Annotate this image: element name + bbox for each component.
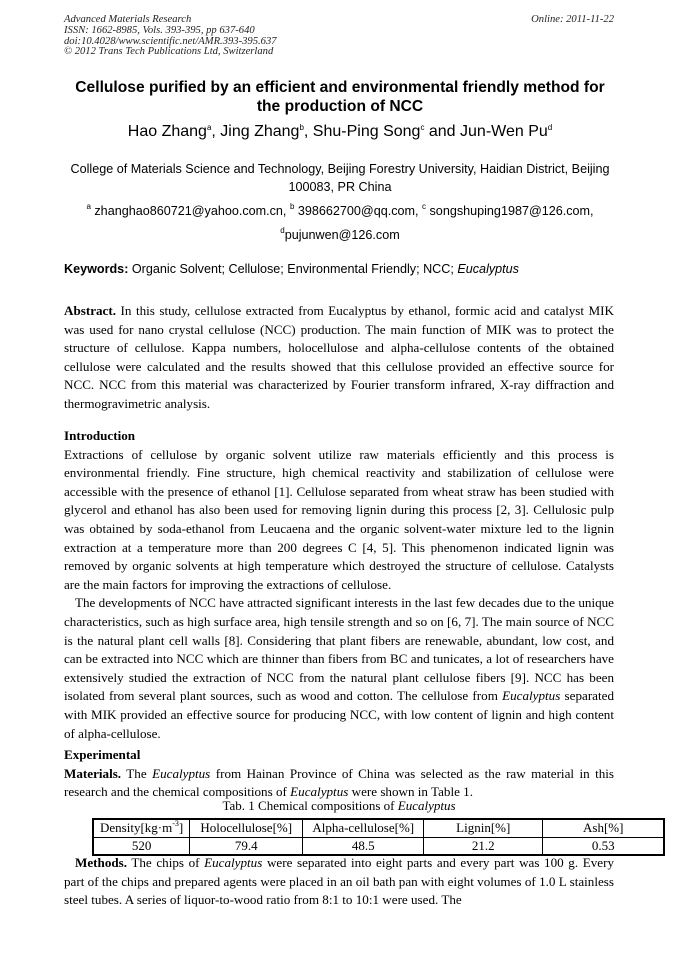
author: Hao Zhang [127,123,207,140]
affil-mark: c [422,202,427,211]
keywords-text: Organic Solvent; Cellulose; Environmental Friendly; NCC; [128,262,458,276]
introduction-section [64,427,614,743]
online-date: Online: 2011-11-22 [531,14,614,25]
paper-title [50,79,630,116]
author: Jing Zhang [220,123,300,140]
text: separated with MIK provided an effective source for producing NCC, with low content of lignin and high content of alpha-cellulose. [64,688,614,741]
affil-mark: a [86,202,91,211]
email-link[interactable]: 398662700@qq.com, [294,204,423,218]
affil-mark: c [420,123,425,132]
title-line: Cellulose purified by an efficient and environmental friendly method for [75,79,605,96]
sep: , [211,123,221,140]
doi: doi:10.4028/www.scientific.net/AMR.393-395.637 [64,35,277,47]
paragraph: Extractions of cellulose by organic solvent utilize raw materials efficiently and this process is environmental friendly. Fine structure, high chemical reactivity and stabilization of cellulose were accessible with the presence of ethanol [1]. Cellulose separated from wheat straw has been studied with glycerol and ethanol has also been used for removing lignin during this process [2, 3]. Cellulosic pulp was obtained by soda-ethanol from Leucaena and the organic solvent-water mixture led to the lignin extraction at a temperature more than 200 degrees C [4, 5]. This phenomenon indicated lignin was removed by organic solvents at high temperature which destroyed the structure of cellulose. Catalysts are the main factors for improving the extractions of cellulose. [64,446,614,592]
section-heading: Experimental [64,747,141,762]
emails-line2 [50,226,630,244]
table-header-row [93,819,664,837]
text-italic: Eucalyptus [290,784,349,800]
text: were shown in Table 1. [348,784,474,800]
keywords [64,262,519,276]
paragraph [64,765,614,802]
text: from Hainan Province of China was selected as the raw material in this research and the chemical compositions of [64,765,614,800]
abstract-text: In this study, cellulose extracted from Eucalyptus by ethanol, formic acid and catalyst MIK was used for nano crystal cellulose (NCC) production. The main function of MIK was to protect the structure of cellulose. Kappa numbers, holocellulose and alpha-cellulose contents of the obtained cellulose were calculated and the results showed that this cellulose provided an effective source for NCC. NCC from this material was characterized by Fourier transform infrared, X-ray diffraction and thermogravimetric analysis. [64,303,614,411]
methods-paragraph [64,854,614,910]
paragraph [64,594,614,743]
text: were separated into eight parts and every part was 100 g. Every part of the chips and prepared agents were placed in an oil bath pan with eight volumes of 1.0 L stainless steel tubes. A series of liquor-to-wood ratio from 8:1 to 10:1 were used. The [64,855,614,908]
journal-name: Advanced Materials Research [64,14,192,25]
abstract-label: Abstract. [64,303,116,318]
text: The chips of [127,855,205,870]
table-header: Alpha-cellulose[%] [303,819,424,837]
title-line: the production of NCC [256,97,424,115]
run-in-heading: Methods. [75,855,128,870]
table-cell: 0.53 [543,837,665,855]
text: The developments of NCC have attracted significant interests in the last few decades due to the unique characteristics, such as high surface area, high tensile strength and so on [6, 7]. The main source of NCC is the natural plant cell walls [8]. Considering that plant fibers are renewable, abundant, low cost, and can be extracted into NCC which are thinner than fibers from BC and tunicates, a lot of researchers have extensively studied the extraction of NCC from the natural plant cellulose fibers [9]. NCC has been isolated from several plant sources, such as wood and cotton. The cellulose from [64,595,614,704]
table-cell: 48.5 [303,837,424,855]
text: -3 [172,819,179,828]
table-caption [64,798,614,814]
email-link[interactable]: songshuping1987@126.com, [426,204,594,218]
author: Jun-Wen Pu [460,123,548,140]
authors [50,122,630,142]
affiliation-line: College of Materials Science and Technology, Beijing Forestry University, Haidian District, Beijing [70,162,610,176]
affil-mark: a [206,123,212,132]
composition-table [92,818,665,856]
text: Density[kg·m [100,820,173,835]
emails [50,202,630,220]
affiliation [50,160,630,196]
section-heading: Introduction [64,428,136,443]
issn: ISSN: 1662-8985, Vols. 393-395, pp 637-640 [64,24,255,36]
affil-mark: d [547,123,553,132]
table-header: Lignin[%] [424,819,543,837]
table-cell: 79.4 [190,837,303,855]
table-header: Ash[%] [543,819,665,837]
author: Shu-Ping Song [312,123,421,140]
table-header [93,819,190,837]
text: ] [178,820,184,835]
email-link[interactable]: zhanghao860721@yahoo.com.cn, [90,204,290,218]
keyword-italic: Eucalyptus [457,262,519,276]
sep: , [303,123,313,140]
affil-mark: b [299,123,304,132]
text-italic: Eucalyptus [502,688,561,704]
table-cell: 520 [93,837,190,855]
email-link[interactable]: pujunwen@126.com [284,228,400,242]
copyright: © 2012 Trans Tech Publications Ltd, Switzerland [64,46,274,58]
table-row [93,837,664,855]
affiliation-line: 100083, PR China [288,180,392,194]
text-italic: Eucalyptus [152,765,211,781]
affil-mark: b [289,202,295,211]
text: Tab. 1 Chemical compositions of [222,798,398,813]
experimental-section [64,746,614,802]
affil-mark: d [280,226,285,235]
journal-header [64,15,277,58]
run-in-heading: Materials. [64,765,122,781]
text: The [121,765,153,781]
abstract [64,302,614,414]
text-italic: Eucalyptus [397,798,456,813]
table-header: Holocellulose[%] [190,819,303,837]
keywords-label: Keywords: [64,262,129,276]
text-italic: Eucalyptus [204,855,263,870]
sep: and [424,123,461,140]
table-cell: 21.2 [424,837,543,855]
